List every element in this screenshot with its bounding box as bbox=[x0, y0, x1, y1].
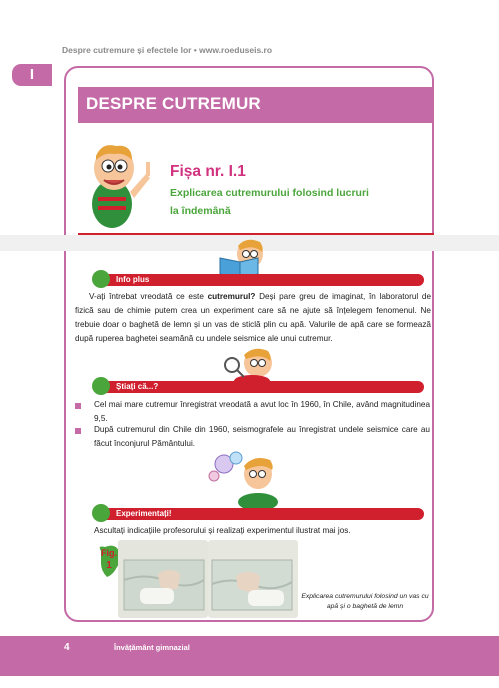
fig-number: 1 bbox=[106, 560, 112, 571]
section-info-plus-label: Info plus bbox=[116, 275, 150, 284]
bullet-marker bbox=[75, 428, 81, 434]
cartoon-boy-pointing-icon bbox=[88, 142, 158, 232]
page-title: DESPRE CUTREMUR bbox=[86, 94, 261, 113]
fisa-title: Fișa nr. I.1 bbox=[170, 163, 246, 180]
info-text-pre: V-ați întrebat vreodată ce este bbox=[89, 292, 208, 301]
figure-caption: Explicarea cutremurului folosind un vas cu apă și o baghetă de lemn bbox=[301, 593, 429, 610]
bullet-item: După cutremurul din Chile din 1960, seismografele au înregistrat undele seismice care au făcut înconjurul Pământului. bbox=[94, 425, 430, 448]
info-paragraph bbox=[75, 290, 431, 346]
fisa-subtitle: Explicarea cutremurului folosind lucruri la îndemână bbox=[170, 187, 369, 217]
bullet-marker bbox=[75, 403, 81, 409]
section-info-plus bbox=[94, 274, 424, 286]
green-dot-icon bbox=[92, 377, 110, 395]
chapter-tab: I bbox=[12, 64, 52, 86]
section-stiati-ca bbox=[94, 381, 424, 393]
experiment-photo-right bbox=[208, 540, 298, 618]
experiment-photo-left bbox=[118, 540, 208, 618]
boy-experimenting-icon bbox=[200, 448, 290, 510]
bullet-item: Cel mai mare cutremur înregistrat vreodată a avut loc în 1960, în Chile, având magnitudinea 9,5. bbox=[94, 400, 430, 423]
green-dot-icon bbox=[92, 270, 110, 288]
section-stiati-ca-label: Știați că...? bbox=[116, 382, 159, 391]
footer-text: Învățământ gimnazial bbox=[114, 643, 190, 652]
page-number: 4 bbox=[64, 642, 70, 653]
experiment-instruction: Ascultați indicațiile profesorului și realizați experimentul ilustrat mai jos. bbox=[94, 526, 351, 535]
info-text-post: Deși pare greu de imaginat, în laboratorul de fizică sau de chimie putem crea un experiment care să ne ajute să înțelegem fenomenul. Ne trebuie doar o baghetă de lemn și un vas de sticlă plin cu apă. Valurile de apă care se formează după ruperea baghetei seamănă cu undele seismice ale unui cutremur. bbox=[75, 292, 431, 343]
section-experimentati bbox=[94, 508, 424, 520]
fig-label: Fig. bbox=[101, 548, 117, 558]
section-experimentati-label: Experimentați! bbox=[116, 509, 172, 518]
info-text-bold: cutremurul? bbox=[207, 292, 256, 301]
running-header: Despre cutremure și efectele lor • www.roeduseis.ro bbox=[62, 45, 273, 55]
footer-bar bbox=[0, 636, 499, 676]
green-dot-icon bbox=[92, 504, 110, 522]
